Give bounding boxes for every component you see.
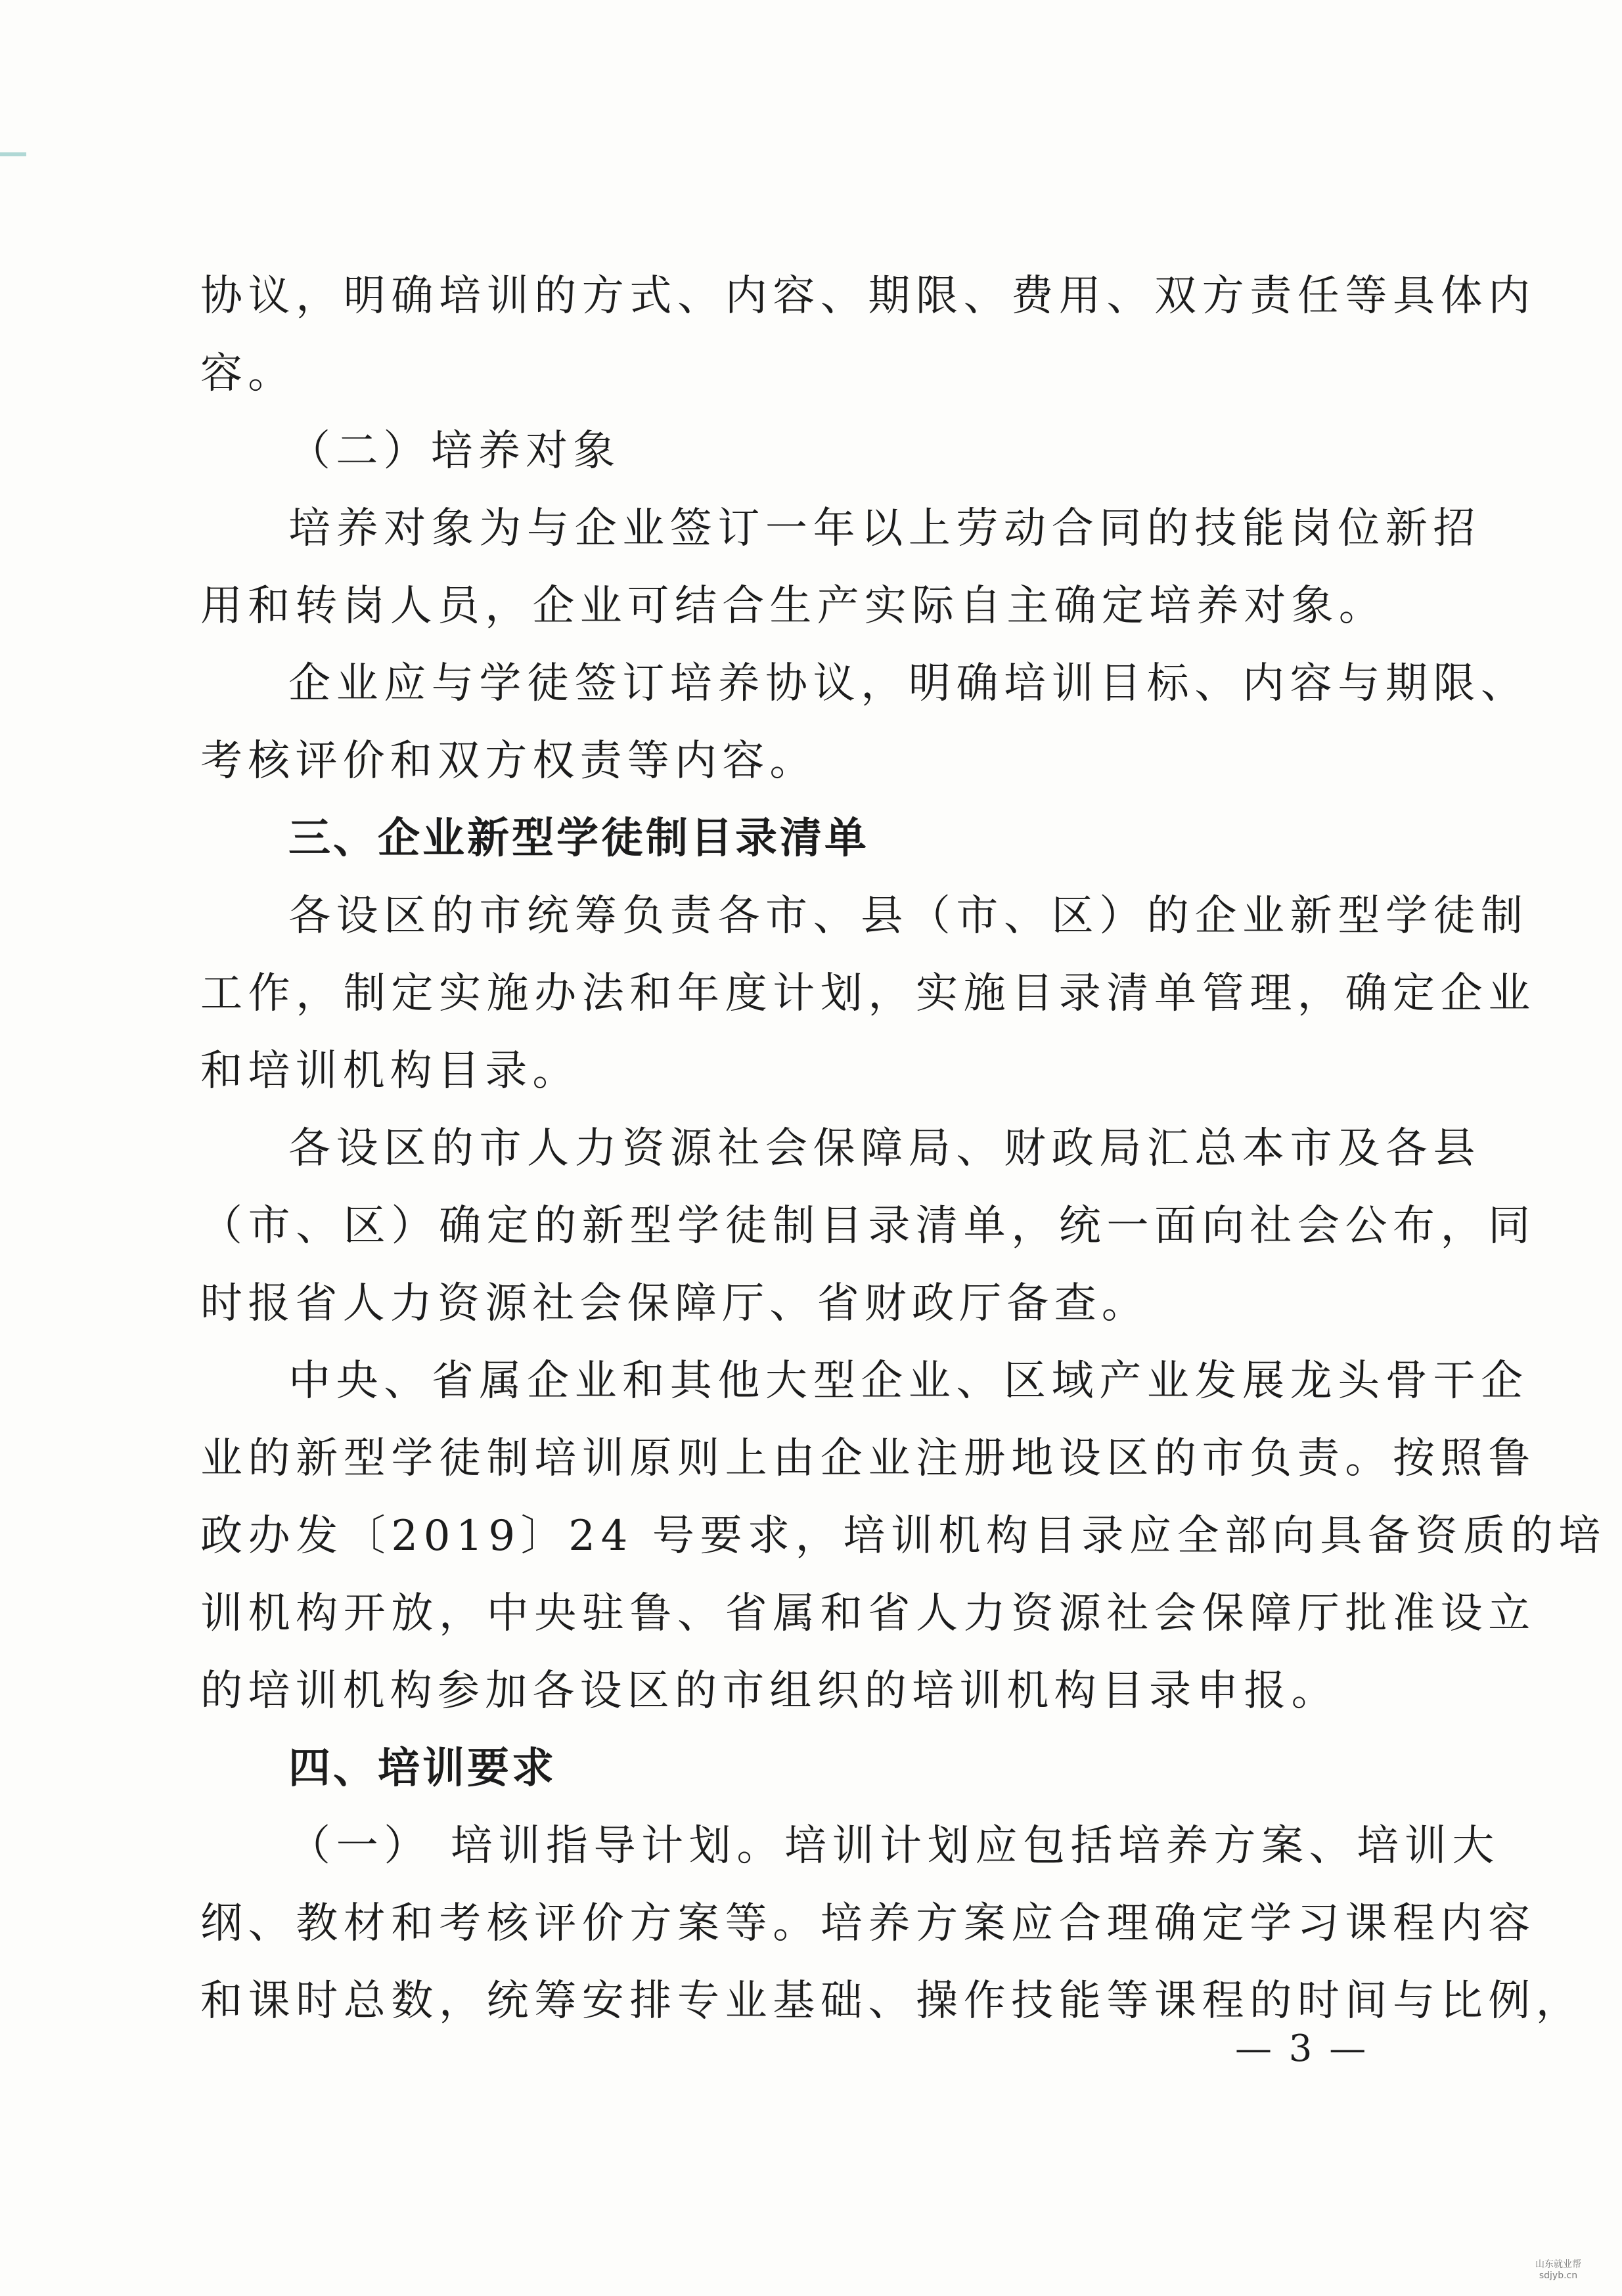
text-line: 协议，明确培训的方式、内容、期限、费用、双方责任等具体内	[200, 272, 1536, 320]
text-line: 容。	[200, 349, 296, 398]
paragraph-line: 各设区的市统筹负责各市、县（市、区）的企业新型学徒制	[288, 892, 1529, 940]
text-line: 政办发〔2019〕24 号要求，培训机构目录应全部向具备资质的培	[200, 1512, 1606, 1560]
text-line: 和课时总数，统筹安排专业基础、操作技能等课程的时间与比例，	[200, 1977, 1584, 2025]
text-line: 业的新型学徒制培训原则上由企业注册地设区的市负责。按照鲁	[200, 1434, 1536, 1483]
text-line: 工作，制定实施办法和年度计划，实施目录清单管理，确定企业	[200, 969, 1536, 1018]
paragraph-line: 各设区的市人力资源社会保障局、财政局汇总本市及各县	[288, 1124, 1481, 1173]
scan-edge-mark	[0, 152, 26, 156]
text-line: 纲、教材和考核评价方案等。培养方案应合理确定学习课程内容	[200, 1899, 1536, 1948]
text-line: 时报省人力资源社会保障厅、省财政厅备查。	[200, 1279, 1149, 1328]
text-line: 的培训机构参加各设区的市组织的培训机构目录申报。	[200, 1667, 1339, 1715]
watermark-url: sdjyb.cn	[1539, 2270, 1578, 2281]
section-subheading: （二）培养对象	[288, 427, 621, 475]
text-line: 和培训机构目录。	[200, 1047, 580, 1095]
section-heading: 三、企业新型学徒制目录清单	[288, 814, 869, 863]
paragraph-line: 培养对象为与企业签订一年以上劳动合同的技能岗位新招	[288, 504, 1481, 553]
page-number: — 3 —	[1235, 2027, 1369, 2070]
section-heading: 四、培训要求	[288, 1744, 556, 1793]
watermark-title: 山东就业帮	[1535, 2259, 1581, 2270]
paragraph-line: 中央、省属企业和其他大型企业、区域产业发展龙头骨干企	[288, 1357, 1529, 1405]
text-line: （市、区）确定的新型学徒制目录清单，统一面向社会公布，同	[200, 1202, 1536, 1250]
site-watermark	[1509, 2259, 1608, 2282]
paragraph-line: 企业应与学徒签订培养协议，明确培训目标、内容与期限、	[288, 659, 1529, 708]
document-body	[200, 257, 1606, 2040]
text-line: 用和转岗人员，企业可结合生产实际自主确定培养对象。	[200, 582, 1386, 630]
paragraph-line: （一） 培训指导计划。培训计划应包括培养方案、培训大	[288, 1822, 1500, 1870]
text-line: 训机构开放，中央驻鲁、省属和省人力资源社会保障厅批准设立	[200, 1589, 1536, 1638]
text-line: 考核评价和双方权责等内容。	[200, 737, 817, 785]
